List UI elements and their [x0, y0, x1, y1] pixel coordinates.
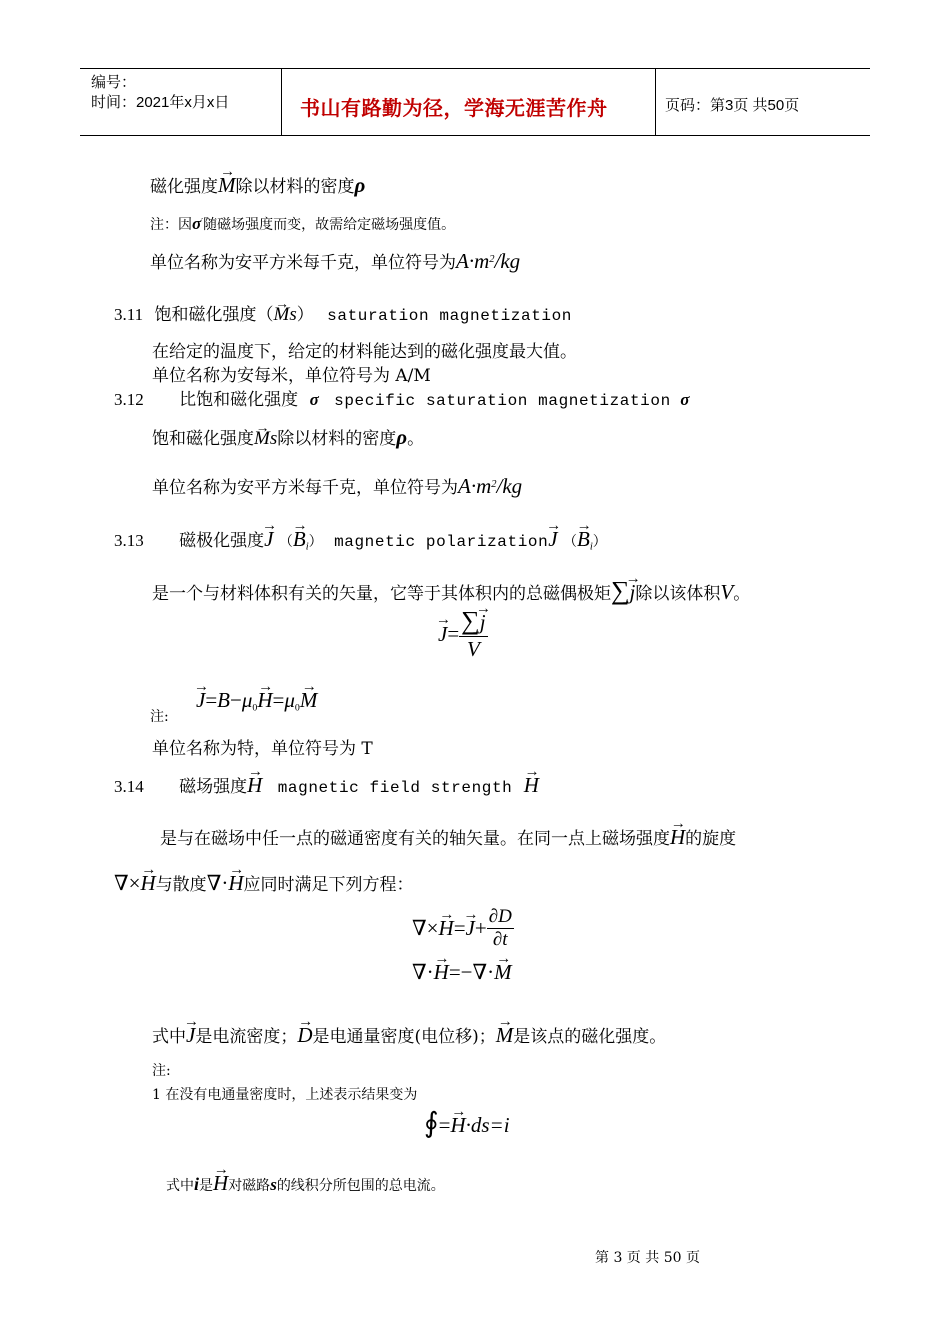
vector-J-2: → J [548, 527, 557, 552]
def-text-d: 应同时满足下列方程： [243, 875, 414, 895]
vector-j: → j [630, 580, 636, 605]
header-divider-left [281, 68, 282, 136]
section-3-12-definition [152, 424, 424, 450]
section-number: 3.11 [114, 305, 144, 324]
section-title: 比饱和磁化强度 [179, 390, 299, 410]
mu-sub: 0 [252, 702, 258, 714]
def-text-b: 除以材料的密度 [277, 429, 397, 449]
section-3-14-definition-1 [160, 824, 736, 850]
sigma-symbol-2: σ [680, 390, 690, 409]
vector-J: → J [264, 527, 273, 552]
def-text-b: 的旋度 [685, 829, 737, 849]
section-3-14-heading [114, 772, 539, 798]
curl-operator: ∇× [114, 871, 141, 895]
rho-symbol: ρ [396, 425, 408, 449]
header-number-label: 编号： [91, 74, 137, 91]
paren-close: ） [308, 534, 323, 550]
M-bar: → M [274, 304, 290, 326]
mu-symbol-2: μ [284, 688, 295, 712]
vector-J: → J [186, 1023, 195, 1048]
section-title: 饱和磁化强度（ [154, 305, 274, 325]
vector-H-2: → H [524, 773, 539, 798]
equals: = [447, 621, 460, 646]
vector-H: → H [434, 960, 449, 985]
unit-tail: /kg [496, 474, 523, 498]
unit-symbol: A·m [456, 249, 490, 273]
vector-B-2: → B [577, 527, 590, 552]
line-text: 磁化强度 [150, 177, 218, 197]
V-symbol: V [720, 580, 734, 604]
Ms-sub: s [269, 428, 278, 449]
curl-operator: ∇× [412, 916, 439, 940]
unit-line-2 [152, 473, 522, 499]
last-text-b: 是 [199, 1178, 214, 1194]
paren-open-2: （ [563, 534, 578, 550]
s-symbol: s [270, 1175, 277, 1194]
fraction-denominator: ∂t [492, 929, 508, 950]
section-number: 3.12 [114, 390, 144, 409]
symbol-definitions-line [152, 1022, 666, 1048]
i-symbol: i [194, 1174, 200, 1194]
prime-mark: ′ [201, 217, 204, 228]
plus: + [474, 916, 487, 940]
section-3-11-unit: 单位名称为安每米，单位符号为 A/M [152, 366, 431, 386]
equation-line-integral [424, 1106, 510, 1140]
section-title: 磁场强度 [179, 777, 248, 797]
vector-M: → M [496, 1023, 514, 1048]
vector-M: → M [494, 960, 512, 985]
english-term: specific saturation magnetization [334, 392, 671, 410]
vector-J: → J [438, 622, 447, 647]
header-page-label: 页码：第3页 共50页 [665, 97, 800, 114]
header-bottom-rule [80, 135, 870, 136]
vector-H-2: → H [228, 871, 243, 896]
mu-symbol: μ [241, 688, 253, 712]
last-text-c: 对磁路 [228, 1178, 271, 1194]
minus: − [230, 688, 242, 712]
equation-div-H [412, 960, 512, 985]
note-prefix: 注：因 [150, 217, 192, 233]
equation-curl-H [412, 906, 514, 951]
header-motto: 书山有路勤为径，学海无涯苦作舟 [300, 98, 608, 120]
paren-open: （ [278, 534, 293, 550]
vector-H: → H [439, 916, 454, 941]
equals: = [205, 688, 218, 712]
unit-exponent: 2 [489, 254, 495, 266]
last-text-a: 式中 [166, 1178, 194, 1194]
line-text: 除以材料的密度 [235, 177, 355, 197]
B-sub-2: i [589, 541, 593, 553]
header-divider-right [655, 68, 656, 136]
note-rest: 随磁场强度而变，故需给定磁场强度值。 [203, 217, 456, 233]
unit-exponent: 2 [491, 479, 497, 491]
equals-minus-div: =−∇· [448, 960, 495, 984]
mu-sub-2: 0 [294, 702, 300, 714]
Ms-symbol [274, 304, 297, 325]
note-3-line-1: 1 在没有电通量密度时，上述表示结果变为 [152, 1087, 418, 1103]
unit-text: 单位名称为安平方米每千克，单位符号为 [152, 478, 458, 498]
def-text-a: 饱和磁化强度 [152, 429, 254, 449]
section-3-13-heading [114, 526, 607, 553]
div-operator: ∇· [206, 871, 229, 895]
sum-symbol: ∑ [461, 606, 480, 635]
sigma-symbol: σ [192, 214, 202, 233]
contour-integral: ∮ [424, 1108, 439, 1139]
english-term: magnetic polarization [334, 533, 549, 551]
vector-H: → H [213, 1171, 228, 1196]
fraction-numerator [459, 606, 487, 637]
where-text-a: 式中 [152, 1027, 186, 1047]
equals: = [453, 916, 466, 940]
vector-J: → J [196, 688, 205, 713]
equals-2: = [272, 688, 285, 712]
header-time-label: 时间：2021年x月x日 [91, 94, 230, 111]
magnetization-density-line [150, 172, 365, 198]
div-operator: ∇· [412, 960, 434, 984]
unit-tail: /kg [494, 249, 521, 273]
page-footer: 第 3 页 共 50 页 [595, 1250, 700, 1266]
section-3-11-definition: 在给定的温度下，给定的材料能达到的磁化强度最大值。 [152, 342, 577, 362]
section-number: 3.13 [114, 531, 144, 550]
note-sigma-line [150, 214, 455, 234]
where-text-d: 是该点的磁化强度。 [513, 1027, 667, 1047]
note-label-3: 注: [152, 1063, 171, 1079]
where-text-c: 是电通量密度(电位移)； [312, 1027, 496, 1047]
def-text-c: 与散度 [155, 875, 207, 895]
Ms-sub: s [289, 304, 297, 325]
vector-H: → H [141, 871, 156, 896]
section-title: 磁极化强度 [179, 531, 265, 551]
vector-J: → J [466, 916, 475, 941]
paren-close: ） [296, 305, 314, 325]
sigma-symbol: σ [309, 390, 319, 409]
section-3-13-definition [152, 576, 750, 606]
equation-J-sum-over-V [438, 606, 488, 662]
M-bar: → M [254, 428, 270, 450]
header-top-rule [80, 68, 870, 69]
vector-M: → M [218, 173, 236, 198]
vector-H: → H [670, 825, 685, 850]
vector-D: → D [297, 1023, 312, 1048]
fraction-denominator: V [466, 637, 480, 661]
english-term: magnetic field strength [277, 779, 513, 797]
current-definition-line [166, 1171, 445, 1196]
section-number: 3.14 [114, 777, 144, 796]
last-text-d: 的线积分所包围的总电流。 [276, 1178, 445, 1194]
fraction-numerator: ∂D [488, 906, 512, 927]
def-end: 。 [733, 584, 751, 604]
vector-M: → M [300, 688, 318, 713]
section-3-11-heading [114, 300, 572, 326]
integral-rest: ·ds=i [465, 1113, 510, 1137]
where-text-b: 是电流密度； [195, 1027, 298, 1047]
equals: = [438, 1113, 451, 1137]
section-3-12-heading [114, 385, 689, 410]
B-symbol: B [217, 688, 230, 712]
unit-line-3: 单位名称为特，单位符号为 T [152, 739, 373, 759]
vector-H: → H [257, 688, 272, 713]
equation-J-B-muH [196, 688, 317, 713]
paren-close-2: ） [592, 534, 607, 550]
def-text-a: 是与在磁场中任一点的磁通密度有关的轴矢量。在同一点上磁场强度 [160, 829, 670, 849]
def-text-a: 是一个与材料体积有关的矢量，它等于其体积内的总磁偶极矩 [152, 584, 611, 604]
vector-H: → H [247, 773, 262, 798]
vector-B: → B [293, 527, 306, 552]
sum-symbol: ∑ [611, 576, 630, 605]
def-text-b: 除以该体积 [635, 584, 721, 604]
rho-symbol: ρ [354, 173, 366, 197]
unit-line-1 [150, 248, 520, 274]
vector-H: → H [450, 1113, 465, 1138]
unit-text: 单位名称为安平方米每千克，单位符号为 [150, 253, 456, 273]
unit-symbol: A·m [458, 474, 492, 498]
B-sub: i [305, 541, 309, 553]
section-3-14-definition-2 [114, 870, 414, 896]
def-end: 。 [407, 429, 425, 449]
english-term: saturation magnetization [327, 307, 573, 325]
vector-j: → j [480, 610, 486, 635]
note-label-2: 注: [150, 709, 169, 725]
